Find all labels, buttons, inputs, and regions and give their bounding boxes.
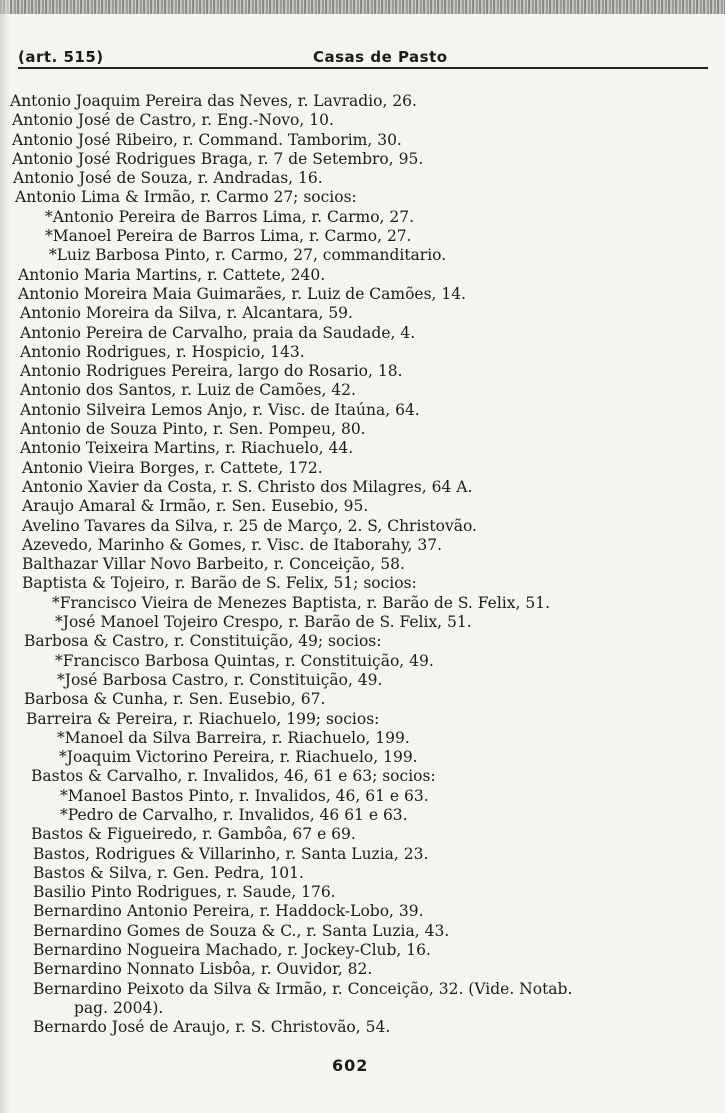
directory-entry: Antonio José Ribeiro, r. Command. Tamborim, 30. bbox=[12, 130, 402, 149]
directory-entry: Azevedo, Marinho & Gomes, r. Visc. de Itaborahy, 37. bbox=[22, 535, 443, 554]
directory-entry: Bastos & Carvalho, r. Invalidos, 46, 61 e 63; socios: bbox=[31, 767, 436, 786]
directory-entry: *Manoel Bastos Pinto, r. Invalidos, 46, 61 e 63. bbox=[60, 786, 429, 805]
page-header bbox=[18, 40, 698, 70]
directory-entry: Antonio Lima & Irmão, r. Carmo 27; socios: bbox=[15, 188, 357, 207]
directory-entry: Antonio José de Souza, r. Andradas, 16. bbox=[13, 169, 323, 188]
directory-entry: Antonio Rodrigues Pereira, largo do Rosario, 18. bbox=[20, 362, 403, 381]
directory-entry: Antonio Moreira da Silva, r. Alcantara, 59. bbox=[20, 304, 353, 323]
directory-entry: Bernardino Gomes de Souza & C., r. Santa Luzia, 43. bbox=[33, 921, 450, 940]
directory-entry: Barbosa & Cunha, r. Sen. Eusebio, 67. bbox=[24, 690, 326, 709]
directory-entry: Araujo Amaral & Irmão, r. Sen. Eusebio, 95. bbox=[22, 497, 369, 516]
directory-entry: *Francisco Barbosa Quintas, r. Constituição, 49. bbox=[55, 651, 434, 670]
directory-entry: Bernardino Peixoto da Silva & Irmão, r. Conceição, 32. (Vide. Notab. bbox=[33, 979, 573, 998]
article-reference: (art. 515) bbox=[18, 48, 104, 66]
directory-entry: *Antonio Pereira de Barros Lima, r. Carmo, 27. bbox=[45, 207, 415, 226]
directory-entry: pag. 2004). bbox=[74, 998, 164, 1017]
directory-entry: Antonio José de Castro, r. Eng.-Novo, 10. bbox=[12, 111, 334, 130]
directory-entry: Antonio dos Santos, r. Luiz de Camões, 42. bbox=[20, 381, 356, 400]
directory-entry: Antonio de Souza Pinto, r. Sen. Pompeu, 80. bbox=[20, 420, 366, 439]
directory-entry: Antonio Xavier da Costa, r. S. Christo dos Milagres, 64 A. bbox=[22, 477, 473, 496]
directory-entry: Antonio Moreira Maia Guimarães, r. Luiz de Camões, 14. bbox=[18, 284, 467, 303]
directory-entry: *Joaquim Victorino Pereira, r. Riachuelo, 199. bbox=[59, 748, 418, 767]
directory-entry: Antonio José Rodrigues Braga, r. 7 de Setembro, 95. bbox=[12, 149, 424, 168]
directory-entry: Antonio Silveira Lemos Anjo, r. Visc. de Itaúna, 64. bbox=[20, 400, 420, 419]
directory-entry: Bastos & Figueiredo, r. Gambôa, 67 e 69. bbox=[31, 825, 356, 844]
page-title: Casas de Pasto bbox=[313, 48, 448, 66]
directory-entry: Bernardino Nonnato Lisbôa, r. Ouvidor, 82. bbox=[33, 960, 373, 979]
directory-entry: Antonio Maria Martins, r. Cattete, 240. bbox=[18, 265, 326, 284]
directory-entry: Antonio Joaquim Pereira das Neves, r. Lavradio, 26. bbox=[10, 92, 417, 110]
directory-entry: *Luiz Barbosa Pinto, r. Carmo, 27, commanditario. bbox=[49, 246, 447, 265]
directory-entry: *Francisco Vieira de Menezes Baptista, r. Barão de S. Felix, 51. bbox=[52, 593, 550, 612]
scan-top-edge bbox=[0, 0, 725, 14]
directory-entry: Barreira & Pereira, r. Riachuelo, 199; socios: bbox=[26, 709, 380, 728]
directory-entry: Antonio Vieira Borges, r. Cattete, 172. bbox=[22, 458, 323, 477]
directory-entry: Antonio Teixeira Martins, r. Riachuelo, 44. bbox=[20, 439, 354, 458]
directory-entry: Basilio Pinto Rodrigues, r. Saude, 176. bbox=[33, 883, 336, 902]
directory-entry: Avelino Tavares da Silva, r. 25 de Março, 2. S, Christovão. bbox=[22, 516, 477, 535]
directory-entry: *Manoel da Silva Barreira, r. Riachuelo, 199. bbox=[57, 728, 410, 747]
directory-entry: Barbosa & Castro, r. Constituição, 49; socios: bbox=[24, 632, 382, 651]
directory-entry: Bastos & Silva, r. Gen. Pedra, 101. bbox=[33, 863, 304, 882]
page-number: 602 bbox=[332, 1056, 369, 1075]
directory-entry: *José Manoel Tojeiro Crespo, r. Barão de S. Felix, 51. bbox=[55, 613, 472, 632]
directory-entry: Bastos, Rodrigues & Villarinho, r. Santa Luzia, 23. bbox=[33, 844, 429, 863]
directory-entry: *José Barbosa Castro, r. Constituição, 49. bbox=[57, 670, 383, 689]
directory-entry: Balthazar Villar Novo Barbeito, r. Conceição, 58. bbox=[22, 555, 405, 574]
directory-entry: Antonio Pereira de Carvalho, praia da Saudade, 4. bbox=[20, 323, 416, 342]
directory-list bbox=[0, 92, 725, 1038]
directory-entry: *Manoel Pereira de Barros Lima, r. Carmo, 27. bbox=[45, 227, 412, 246]
directory-entry: Bernardino Antonio Pereira, r. Haddock-Lobo, 39. bbox=[33, 902, 424, 921]
directory-entry: Bernardino Nogueira Machado, r. Jockey-Club, 16. bbox=[33, 941, 431, 960]
directory-entry: Antonio Rodrigues, r. Hospicio, 143. bbox=[20, 342, 305, 361]
directory-entry: *Pedro de Carvalho, r. Invalidos, 46 61 e 63. bbox=[60, 805, 408, 824]
directory-entry: Bernardo José de Araujo, r. S. Christovão, 54. bbox=[33, 1018, 391, 1037]
directory-entry: Baptista & Tojeiro, r. Barão de S. Felix, 51; socios: bbox=[22, 574, 417, 593]
header-rule bbox=[18, 67, 708, 69]
